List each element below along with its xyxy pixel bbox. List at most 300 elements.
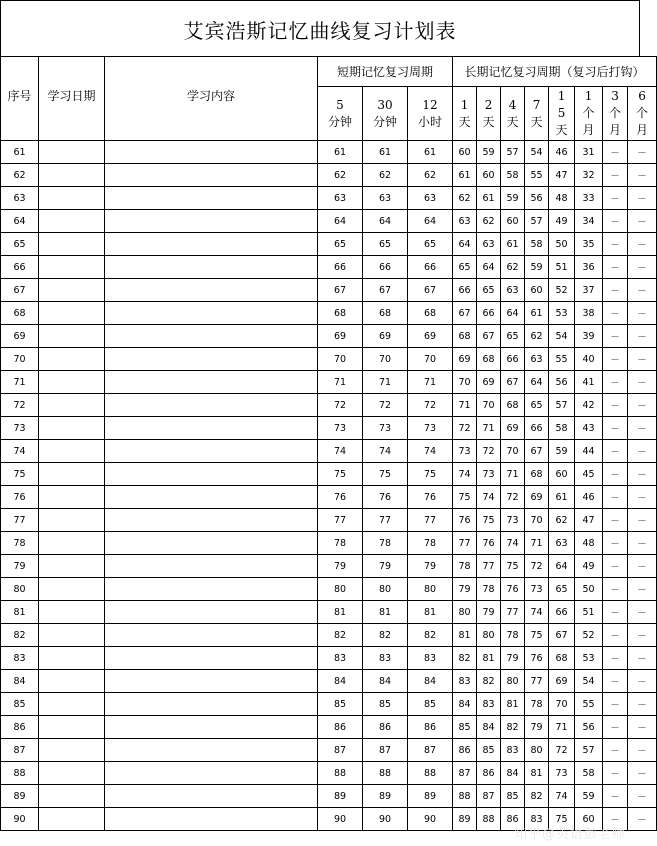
long-review-cell[interactable]: － xyxy=(628,463,657,486)
long-review-cell[interactable]: － xyxy=(628,279,657,302)
date-cell[interactable] xyxy=(39,417,105,440)
long-review-cell[interactable]: 82 xyxy=(453,647,477,670)
short-review-cell[interactable]: 83 xyxy=(318,647,363,670)
long-review-cell[interactable]: － xyxy=(603,693,628,716)
long-review-cell[interactable]: 82 xyxy=(477,670,501,693)
long-review-cell[interactable]: 64 xyxy=(501,302,525,325)
long-review-cell[interactable]: － xyxy=(628,256,657,279)
long-review-cell[interactable]: 77 xyxy=(501,601,525,624)
long-review-cell[interactable]: 53 xyxy=(575,647,603,670)
long-review-cell[interactable]: 67 xyxy=(525,440,549,463)
long-review-cell[interactable]: 87 xyxy=(477,785,501,808)
long-review-cell[interactable]: 70 xyxy=(525,509,549,532)
long-review-cell[interactable]: 58 xyxy=(525,233,549,256)
long-review-cell[interactable]: 75 xyxy=(453,486,477,509)
date-cell[interactable] xyxy=(39,302,105,325)
short-review-cell[interactable]: 64 xyxy=(318,210,363,233)
long-review-cell[interactable]: 82 xyxy=(501,716,525,739)
long-review-cell[interactable]: － xyxy=(628,601,657,624)
long-review-cell[interactable]: － xyxy=(603,716,628,739)
long-review-cell[interactable]: 85 xyxy=(477,739,501,762)
long-review-cell[interactable]: － xyxy=(603,371,628,394)
long-review-cell[interactable]: 79 xyxy=(453,578,477,601)
long-review-cell[interactable]: 62 xyxy=(525,325,549,348)
long-review-cell[interactable]: 53 xyxy=(549,302,575,325)
short-review-cell[interactable]: 89 xyxy=(408,785,453,808)
long-review-cell[interactable]: 60 xyxy=(549,463,575,486)
long-review-cell[interactable]: 88 xyxy=(453,785,477,808)
long-review-cell[interactable]: － xyxy=(628,348,657,371)
date-cell[interactable] xyxy=(39,394,105,417)
long-review-cell[interactable]: － xyxy=(603,555,628,578)
long-review-cell[interactable]: 81 xyxy=(477,647,501,670)
long-review-cell[interactable]: 56 xyxy=(549,371,575,394)
long-review-cell[interactable]: － xyxy=(628,762,657,785)
long-review-cell[interactable]: 71 xyxy=(477,417,501,440)
content-cell[interactable] xyxy=(105,509,318,532)
long-review-cell[interactable]: － xyxy=(603,256,628,279)
long-review-cell[interactable]: 63 xyxy=(477,233,501,256)
long-review-cell[interactable]: － xyxy=(628,693,657,716)
long-review-cell[interactable]: 57 xyxy=(501,141,525,164)
content-cell[interactable] xyxy=(105,463,318,486)
long-review-cell[interactable]: 78 xyxy=(453,555,477,578)
long-review-cell[interactable]: 71 xyxy=(549,716,575,739)
long-review-cell[interactable]: － xyxy=(628,371,657,394)
long-review-cell[interactable]: 58 xyxy=(549,417,575,440)
long-review-cell[interactable]: 77 xyxy=(525,670,549,693)
short-review-cell[interactable]: 88 xyxy=(408,762,453,785)
short-review-cell[interactable]: 65 xyxy=(318,233,363,256)
short-review-cell[interactable]: 64 xyxy=(363,210,408,233)
long-review-cell[interactable]: 38 xyxy=(575,302,603,325)
content-cell[interactable] xyxy=(105,256,318,279)
long-review-cell[interactable]: 35 xyxy=(575,233,603,256)
long-review-cell[interactable]: 37 xyxy=(575,279,603,302)
long-review-cell[interactable]: 62 xyxy=(549,509,575,532)
short-review-cell[interactable]: 81 xyxy=(318,601,363,624)
short-review-cell[interactable]: 83 xyxy=(363,647,408,670)
short-review-cell[interactable]: 79 xyxy=(408,555,453,578)
date-cell[interactable] xyxy=(39,233,105,256)
short-review-cell[interactable]: 66 xyxy=(408,256,453,279)
date-cell[interactable] xyxy=(39,693,105,716)
short-review-cell[interactable]: 62 xyxy=(408,164,453,187)
short-review-cell[interactable]: 72 xyxy=(408,394,453,417)
long-review-cell[interactable]: 66 xyxy=(477,302,501,325)
long-review-cell[interactable]: 68 xyxy=(549,647,575,670)
short-review-cell[interactable]: 67 xyxy=(318,279,363,302)
long-review-cell[interactable]: － xyxy=(628,578,657,601)
short-review-cell[interactable]: 74 xyxy=(363,440,408,463)
short-review-cell[interactable]: 69 xyxy=(318,325,363,348)
long-review-cell[interactable]: 74 xyxy=(477,486,501,509)
long-review-cell[interactable]: 79 xyxy=(525,716,549,739)
short-review-cell[interactable]: 78 xyxy=(408,532,453,555)
long-review-cell[interactable]: － xyxy=(603,578,628,601)
long-review-cell[interactable]: － xyxy=(603,739,628,762)
long-review-cell[interactable]: － xyxy=(603,417,628,440)
content-cell[interactable] xyxy=(105,693,318,716)
short-review-cell[interactable]: 71 xyxy=(318,371,363,394)
long-review-cell[interactable]: － xyxy=(628,670,657,693)
date-cell[interactable] xyxy=(39,808,105,831)
date-cell[interactable] xyxy=(39,716,105,739)
date-cell[interactable] xyxy=(39,325,105,348)
long-review-cell[interactable]: － xyxy=(603,785,628,808)
long-review-cell[interactable]: 77 xyxy=(453,532,477,555)
short-review-cell[interactable]: 82 xyxy=(363,624,408,647)
long-review-cell[interactable]: 50 xyxy=(549,233,575,256)
long-review-cell[interactable]: 55 xyxy=(549,348,575,371)
long-review-cell[interactable]: － xyxy=(628,302,657,325)
long-review-cell[interactable]: － xyxy=(603,233,628,256)
short-review-cell[interactable]: 80 xyxy=(408,578,453,601)
long-review-cell[interactable]: 70 xyxy=(501,440,525,463)
long-review-cell[interactable]: 86 xyxy=(453,739,477,762)
long-review-cell[interactable]: 72 xyxy=(477,440,501,463)
long-review-cell[interactable]: － xyxy=(603,624,628,647)
long-review-cell[interactable]: － xyxy=(628,739,657,762)
date-cell[interactable] xyxy=(39,348,105,371)
short-review-cell[interactable]: 82 xyxy=(408,624,453,647)
long-review-cell[interactable]: 54 xyxy=(575,670,603,693)
long-review-cell[interactable]: 66 xyxy=(525,417,549,440)
long-review-cell[interactable]: 60 xyxy=(477,164,501,187)
long-review-cell[interactable]: 86 xyxy=(477,762,501,785)
long-review-cell[interactable]: 78 xyxy=(501,624,525,647)
long-review-cell[interactable]: － xyxy=(628,532,657,555)
short-review-cell[interactable]: 79 xyxy=(363,555,408,578)
short-review-cell[interactable]: 63 xyxy=(408,187,453,210)
content-cell[interactable] xyxy=(105,670,318,693)
short-review-cell[interactable]: 86 xyxy=(363,716,408,739)
short-review-cell[interactable]: 76 xyxy=(318,486,363,509)
long-review-cell[interactable]: 64 xyxy=(525,371,549,394)
long-review-cell[interactable]: 62 xyxy=(453,187,477,210)
short-review-cell[interactable]: 70 xyxy=(363,348,408,371)
short-review-cell[interactable]: 65 xyxy=(408,233,453,256)
long-review-cell[interactable]: 71 xyxy=(501,463,525,486)
short-review-cell[interactable]: 84 xyxy=(363,670,408,693)
short-review-cell[interactable]: 90 xyxy=(318,808,363,831)
long-review-cell[interactable]: － xyxy=(603,187,628,210)
long-review-cell[interactable]: 70 xyxy=(477,394,501,417)
short-review-cell[interactable]: 75 xyxy=(408,463,453,486)
content-cell[interactable] xyxy=(105,394,318,417)
long-review-cell[interactable]: 70 xyxy=(453,371,477,394)
long-review-cell[interactable]: 80 xyxy=(453,601,477,624)
long-review-cell[interactable]: 59 xyxy=(575,785,603,808)
short-review-cell[interactable]: 62 xyxy=(363,164,408,187)
long-review-cell[interactable]: 69 xyxy=(549,670,575,693)
short-review-cell[interactable]: 88 xyxy=(363,762,408,785)
short-review-cell[interactable]: 85 xyxy=(363,693,408,716)
short-review-cell[interactable]: 77 xyxy=(318,509,363,532)
long-review-cell[interactable]: 80 xyxy=(501,670,525,693)
long-review-cell[interactable]: － xyxy=(603,394,628,417)
content-cell[interactable] xyxy=(105,532,318,555)
long-review-cell[interactable]: － xyxy=(603,463,628,486)
long-review-cell[interactable]: 44 xyxy=(575,440,603,463)
long-review-cell[interactable]: 83 xyxy=(477,693,501,716)
long-review-cell[interactable]: 64 xyxy=(477,256,501,279)
content-cell[interactable] xyxy=(105,785,318,808)
long-review-cell[interactable]: 71 xyxy=(453,394,477,417)
short-review-cell[interactable]: 71 xyxy=(363,371,408,394)
short-review-cell[interactable]: 78 xyxy=(318,532,363,555)
short-review-cell[interactable]: 84 xyxy=(318,670,363,693)
long-review-cell[interactable]: 51 xyxy=(575,601,603,624)
long-review-cell[interactable]: 57 xyxy=(549,394,575,417)
long-review-cell[interactable]: 74 xyxy=(549,785,575,808)
long-review-cell[interactable]: 72 xyxy=(453,417,477,440)
short-review-cell[interactable]: 79 xyxy=(318,555,363,578)
long-review-cell[interactable]: 62 xyxy=(477,210,501,233)
short-review-cell[interactable]: 68 xyxy=(318,302,363,325)
date-cell[interactable] xyxy=(39,555,105,578)
long-review-cell[interactable]: － xyxy=(628,808,657,831)
long-review-cell[interactable]: 31 xyxy=(575,141,603,164)
long-review-cell[interactable]: － xyxy=(603,164,628,187)
short-review-cell[interactable]: 72 xyxy=(363,394,408,417)
short-review-cell[interactable]: 61 xyxy=(408,141,453,164)
long-review-cell[interactable]: 51 xyxy=(549,256,575,279)
long-review-cell[interactable]: － xyxy=(603,279,628,302)
long-review-cell[interactable]: － xyxy=(603,808,628,831)
long-review-cell[interactable]: 49 xyxy=(549,210,575,233)
content-cell[interactable] xyxy=(105,716,318,739)
short-review-cell[interactable]: 61 xyxy=(318,141,363,164)
long-review-cell[interactable]: 75 xyxy=(525,624,549,647)
long-review-cell[interactable]: 46 xyxy=(549,141,575,164)
long-review-cell[interactable]: 79 xyxy=(501,647,525,670)
long-review-cell[interactable]: 60 xyxy=(453,141,477,164)
long-review-cell[interactable]: 82 xyxy=(525,785,549,808)
long-review-cell[interactable]: － xyxy=(628,716,657,739)
short-review-cell[interactable]: 87 xyxy=(318,739,363,762)
short-review-cell[interactable]: 80 xyxy=(318,578,363,601)
short-review-cell[interactable]: 88 xyxy=(318,762,363,785)
short-review-cell[interactable]: 63 xyxy=(363,187,408,210)
short-review-cell[interactable]: 67 xyxy=(408,279,453,302)
short-review-cell[interactable]: 90 xyxy=(408,808,453,831)
short-review-cell[interactable]: 85 xyxy=(408,693,453,716)
short-review-cell[interactable]: 87 xyxy=(408,739,453,762)
long-review-cell[interactable]: 64 xyxy=(453,233,477,256)
long-review-cell[interactable]: 58 xyxy=(575,762,603,785)
long-review-cell[interactable]: － xyxy=(603,647,628,670)
long-review-cell[interactable]: 41 xyxy=(575,371,603,394)
long-review-cell[interactable]: － xyxy=(628,555,657,578)
date-cell[interactable] xyxy=(39,739,105,762)
short-review-cell[interactable]: 89 xyxy=(363,785,408,808)
content-cell[interactable] xyxy=(105,302,318,325)
long-review-cell[interactable]: 54 xyxy=(525,141,549,164)
long-review-cell[interactable]: 46 xyxy=(575,486,603,509)
date-cell[interactable] xyxy=(39,279,105,302)
long-review-cell[interactable]: 74 xyxy=(525,601,549,624)
long-review-cell[interactable]: 76 xyxy=(453,509,477,532)
long-review-cell[interactable]: 60 xyxy=(525,279,549,302)
short-review-cell[interactable]: 89 xyxy=(318,785,363,808)
long-review-cell[interactable]: 61 xyxy=(549,486,575,509)
long-review-cell[interactable]: 33 xyxy=(575,187,603,210)
short-review-cell[interactable]: 70 xyxy=(318,348,363,371)
short-review-cell[interactable]: 72 xyxy=(318,394,363,417)
date-cell[interactable] xyxy=(39,647,105,670)
short-review-cell[interactable]: 65 xyxy=(363,233,408,256)
long-review-cell[interactable]: 59 xyxy=(501,187,525,210)
short-review-cell[interactable]: 70 xyxy=(408,348,453,371)
long-review-cell[interactable]: 43 xyxy=(575,417,603,440)
long-review-cell[interactable]: 74 xyxy=(453,463,477,486)
short-review-cell[interactable]: 68 xyxy=(363,302,408,325)
long-review-cell[interactable]: 76 xyxy=(525,647,549,670)
date-cell[interactable] xyxy=(39,670,105,693)
long-review-cell[interactable]: － xyxy=(628,785,657,808)
long-review-cell[interactable]: 55 xyxy=(575,693,603,716)
short-review-cell[interactable]: 87 xyxy=(363,739,408,762)
long-review-cell[interactable]: 68 xyxy=(453,325,477,348)
long-review-cell[interactable]: 81 xyxy=(501,693,525,716)
long-review-cell[interactable]: 32 xyxy=(575,164,603,187)
content-cell[interactable] xyxy=(105,578,318,601)
content-cell[interactable] xyxy=(105,325,318,348)
short-review-cell[interactable]: 66 xyxy=(363,256,408,279)
long-review-cell[interactable]: 84 xyxy=(453,693,477,716)
date-cell[interactable] xyxy=(39,141,105,164)
long-review-cell[interactable]: 66 xyxy=(453,279,477,302)
short-review-cell[interactable]: 63 xyxy=(318,187,363,210)
long-review-cell[interactable]: 75 xyxy=(477,509,501,532)
long-review-cell[interactable]: － xyxy=(603,670,628,693)
content-cell[interactable] xyxy=(105,279,318,302)
long-review-cell[interactable]: 66 xyxy=(549,601,575,624)
long-review-cell[interactable]: 52 xyxy=(549,279,575,302)
short-review-cell[interactable]: 77 xyxy=(408,509,453,532)
long-review-cell[interactable]: － xyxy=(628,440,657,463)
content-cell[interactable] xyxy=(105,233,318,256)
content-cell[interactable] xyxy=(105,371,318,394)
long-review-cell[interactable]: 61 xyxy=(525,302,549,325)
long-review-cell[interactable]: 61 xyxy=(453,164,477,187)
long-review-cell[interactable]: 76 xyxy=(501,578,525,601)
long-review-cell[interactable]: 52 xyxy=(575,624,603,647)
short-review-cell[interactable]: 75 xyxy=(318,463,363,486)
long-review-cell[interactable]: 36 xyxy=(575,256,603,279)
short-review-cell[interactable]: 85 xyxy=(318,693,363,716)
long-review-cell[interactable]: 72 xyxy=(525,555,549,578)
long-review-cell[interactable]: 80 xyxy=(477,624,501,647)
long-review-cell[interactable]: 66 xyxy=(501,348,525,371)
long-review-cell[interactable]: 63 xyxy=(453,210,477,233)
short-review-cell[interactable]: 73 xyxy=(408,417,453,440)
long-review-cell[interactable]: － xyxy=(628,187,657,210)
date-cell[interactable] xyxy=(39,486,105,509)
long-review-cell[interactable]: 56 xyxy=(575,716,603,739)
long-review-cell[interactable]: 68 xyxy=(477,348,501,371)
long-review-cell[interactable]: 57 xyxy=(525,210,549,233)
long-review-cell[interactable]: 80 xyxy=(525,739,549,762)
long-review-cell[interactable]: － xyxy=(628,210,657,233)
short-review-cell[interactable]: 75 xyxy=(363,463,408,486)
date-cell[interactable] xyxy=(39,532,105,555)
long-review-cell[interactable]: 83 xyxy=(525,808,549,831)
long-review-cell[interactable]: 84 xyxy=(501,762,525,785)
content-cell[interactable] xyxy=(105,808,318,831)
long-review-cell[interactable]: 68 xyxy=(525,463,549,486)
long-review-cell[interactable]: 75 xyxy=(501,555,525,578)
content-cell[interactable] xyxy=(105,601,318,624)
long-review-cell[interactable]: － xyxy=(603,486,628,509)
date-cell[interactable] xyxy=(39,164,105,187)
short-review-cell[interactable]: 69 xyxy=(363,325,408,348)
content-cell[interactable] xyxy=(105,440,318,463)
long-review-cell[interactable]: 59 xyxy=(477,141,501,164)
long-review-cell[interactable]: 73 xyxy=(453,440,477,463)
long-review-cell[interactable]: 48 xyxy=(575,532,603,555)
long-review-cell[interactable]: 76 xyxy=(477,532,501,555)
long-review-cell[interactable]: 69 xyxy=(525,486,549,509)
long-review-cell[interactable]: 71 xyxy=(525,532,549,555)
long-review-cell[interactable]: － xyxy=(603,440,628,463)
short-review-cell[interactable]: 83 xyxy=(408,647,453,670)
long-review-cell[interactable]: 81 xyxy=(525,762,549,785)
short-review-cell[interactable]: 81 xyxy=(363,601,408,624)
short-review-cell[interactable]: 76 xyxy=(363,486,408,509)
date-cell[interactable] xyxy=(39,256,105,279)
long-review-cell[interactable]: － xyxy=(628,647,657,670)
long-review-cell[interactable]: 67 xyxy=(501,371,525,394)
long-review-cell[interactable]: 81 xyxy=(453,624,477,647)
long-review-cell[interactable]: － xyxy=(628,624,657,647)
long-review-cell[interactable]: 60 xyxy=(501,210,525,233)
long-review-cell[interactable]: 65 xyxy=(549,578,575,601)
long-review-cell[interactable]: － xyxy=(628,164,657,187)
long-review-cell[interactable]: 55 xyxy=(525,164,549,187)
short-review-cell[interactable]: 67 xyxy=(363,279,408,302)
long-review-cell[interactable]: 79 xyxy=(477,601,501,624)
long-review-cell[interactable]: 39 xyxy=(575,325,603,348)
short-review-cell[interactable]: 73 xyxy=(318,417,363,440)
long-review-cell[interactable]: 60 xyxy=(575,808,603,831)
content-cell[interactable] xyxy=(105,739,318,762)
long-review-cell[interactable]: － xyxy=(628,509,657,532)
content-cell[interactable] xyxy=(105,348,318,371)
short-review-cell[interactable]: 86 xyxy=(318,716,363,739)
long-review-cell[interactable]: 65 xyxy=(525,394,549,417)
long-review-cell[interactable]: 85 xyxy=(453,716,477,739)
long-review-cell[interactable]: 61 xyxy=(477,187,501,210)
long-review-cell[interactable]: 63 xyxy=(525,348,549,371)
date-cell[interactable] xyxy=(39,371,105,394)
long-review-cell[interactable]: 47 xyxy=(575,509,603,532)
short-review-cell[interactable]: 62 xyxy=(318,164,363,187)
long-review-cell[interactable]: － xyxy=(603,601,628,624)
long-review-cell[interactable]: 83 xyxy=(453,670,477,693)
long-review-cell[interactable]: 69 xyxy=(501,417,525,440)
short-review-cell[interactable]: 90 xyxy=(363,808,408,831)
long-review-cell[interactable]: － xyxy=(628,141,657,164)
long-review-cell[interactable]: 73 xyxy=(525,578,549,601)
long-review-cell[interactable]: 59 xyxy=(549,440,575,463)
long-review-cell[interactable]: 89 xyxy=(453,808,477,831)
date-cell[interactable] xyxy=(39,509,105,532)
long-review-cell[interactable]: － xyxy=(603,762,628,785)
content-cell[interactable] xyxy=(105,187,318,210)
content-cell[interactable] xyxy=(105,164,318,187)
